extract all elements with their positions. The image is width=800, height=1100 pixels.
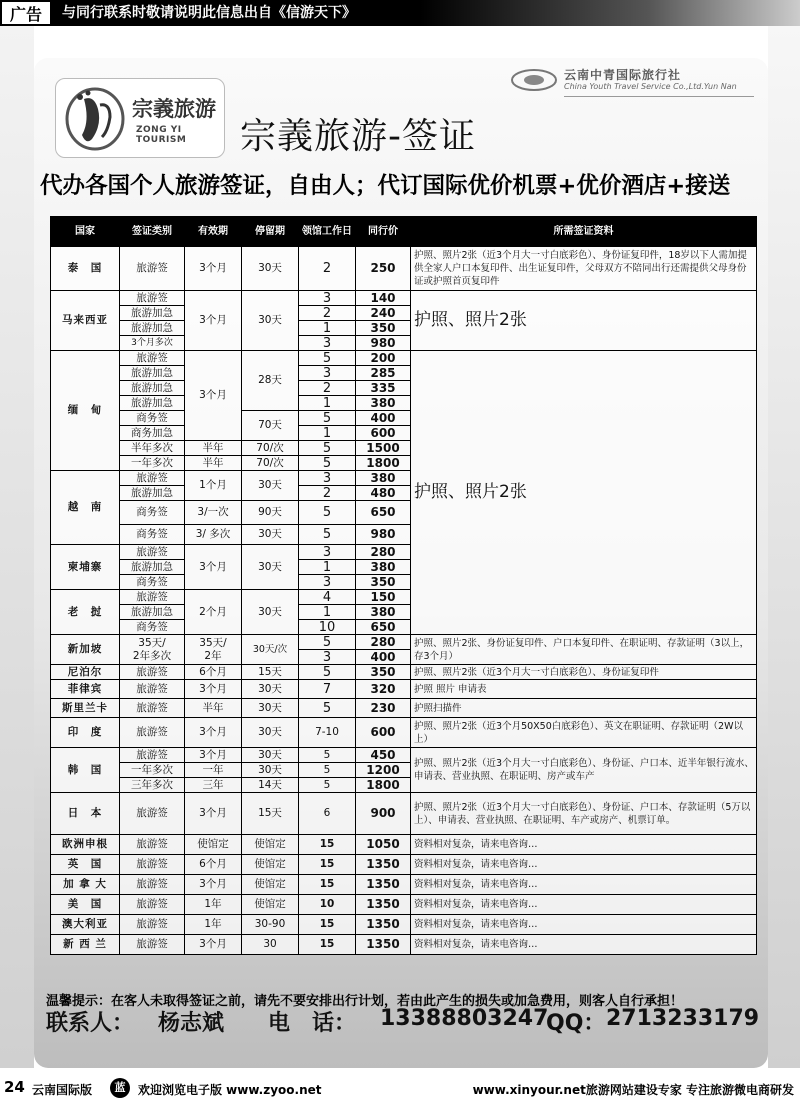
price-cell: 400 [356,650,411,665]
table-row [51,635,757,650]
country-cell: 泰 国 [51,247,120,291]
stay-cell: 30天 [242,763,299,778]
visa-type-cell: 旅游签 [120,291,185,306]
days-cell: 10 [299,620,356,635]
price-cell: 600 [356,718,411,748]
days-cell: 2 [299,381,356,396]
visa-type-cell: 商务签 [120,411,185,426]
validity-cell: 半年 [185,456,242,471]
visa-type-cell: 商务签 [120,501,185,525]
price-cell: 350 [356,321,411,336]
country-cell: 加 拿 大 [51,875,120,895]
country-cell: 菲律宾 [51,680,120,699]
qq-label: QQ： [546,1011,606,1036]
visa-type-cell: 旅游加急 [120,366,185,381]
country-cell: 越 南 [51,471,120,545]
price-cell: 280 [356,635,411,650]
stay-cell: 70天 [242,411,299,441]
price-cell: 335 [356,381,411,396]
header-stay: 停留期 [242,217,299,247]
country-cell: 斯里兰卡 [51,699,120,718]
stay-cell: 使馆定 [242,855,299,875]
price-cell: 250 [356,247,411,291]
visa-type-cell: 旅游签 [120,895,185,915]
validity-cell: 半年 [185,441,242,456]
days-cell: 3 [299,291,356,306]
validity-cell: 3个月 [185,680,242,699]
country-cell: 老 挝 [51,590,120,635]
stay-cell: 30天 [242,718,299,748]
table-row [51,935,757,955]
page-title: 宗義旅游-签证 [240,116,476,157]
price-cell: 350 [356,575,411,590]
visa-type-cell: 半年多次 [120,441,185,456]
visa-type-cell: 旅游签 [120,915,185,935]
validity-line: 2年 [204,649,222,662]
visa-type-cell: 旅游签 [120,680,185,699]
validity-cell: 一年 [185,763,242,778]
visa-type-cell: 旅游签 [120,351,185,366]
table-row [51,855,757,875]
stay-cell: 30 [242,935,299,955]
stay-cell: 30天 [242,590,299,635]
validity-cell: 使馆定 [185,835,242,855]
visa-price-table [50,216,757,955]
validity-cell: 3个月 [185,351,242,441]
price-cell: 900 [356,793,411,835]
days-cell: 1 [299,605,356,620]
ebook-link[interactable]: 欢迎浏览电子版 www.zyoo.net [138,1083,322,1097]
visa-type-cell: 三年多次 [120,778,185,793]
requirements-cell: 资料相对复杂，请来电咨询… [411,915,757,935]
validity-cell: 3个月 [185,793,242,835]
validity-cell: 3/一次 [185,501,242,525]
stay-cell: 15天 [242,665,299,680]
visa-type-cell: 旅游加急 [120,306,185,321]
price-cell: 320 [356,680,411,699]
days-cell: 3 [299,545,356,560]
table-row [51,247,757,291]
stay-cell: 28天 [242,351,299,411]
contact-person-label: 联系人： [46,1011,135,1036]
logo-name-cn: 宗義旅游 [132,97,216,121]
stay-cell: 30天 [242,699,299,718]
days-cell: 3 [299,471,356,486]
days-cell: 5 [299,441,356,456]
partner-divider [564,96,754,97]
stay-cell: 70/次 [242,456,299,471]
validity-line: 35天/ [199,636,227,649]
days-cell: 3 [299,575,356,590]
country-cell: 澳大利亚 [51,915,120,935]
country-cell: 英 国 [51,855,120,875]
validity-cell: 6个月 [185,855,242,875]
visa-type-cell: 3个月多次 [120,336,185,351]
table-header-row [51,217,757,247]
visa-type-cell: 旅游签 [120,471,185,486]
price-cell: 1350 [356,915,411,935]
header-country: 国家 [51,217,120,247]
company-logo [55,78,225,158]
price-cell: 1350 [356,875,411,895]
stay-cell: 30天 [242,680,299,699]
days-cell: 15 [299,875,356,895]
days-cell: 10 [299,895,356,915]
country-cell: 缅 甸 [51,351,120,471]
days-cell: 7-10 [299,718,356,748]
left-background-shade [0,26,34,1068]
requirements-cell: 资料相对复杂，请来电咨询… [411,855,757,875]
table-row [51,680,757,699]
requirements-cell: 护照、照片2张（近3个月大一寸白底彩色）、身份证复印件，18岁以下人需加提供全家人户口本复印件、出生证复印件，父母双方不陪同出行还需提供父母身份证或护照首页复印件 [411,247,757,291]
days-cell: 5 [299,699,356,718]
stay-cell: 30天 [242,471,299,501]
price-cell: 140 [356,291,411,306]
stay-cell: 使馆定 [242,875,299,895]
country-cell: 新加坡 [51,635,120,665]
days-cell: 2 [299,247,356,291]
contact-person: 杨志斌 [158,1011,225,1036]
validity-cell: 3/ 多次 [185,525,242,545]
stay-cell: 使馆定 [242,835,299,855]
visa-type-cell: 商务签 [120,575,185,590]
validity-cell: 2个月 [185,590,242,635]
footprint-logo-icon [64,85,126,151]
days-cell: 1 [299,396,356,411]
stay-cell: 30天 [242,291,299,351]
days-cell: 5 [299,665,356,680]
country-cell: 马来西亚 [51,291,120,351]
stay-cell: 90天 [242,501,299,525]
stay-cell: 30天 [242,545,299,590]
days-cell: 1 [299,321,356,336]
validity-cell: 3个月 [185,748,242,763]
country-cell: 尼泊尔 [51,665,120,680]
days-cell: 15 [299,835,356,855]
validity-cell: 3个月 [185,545,242,590]
visa-type-cell: 商务签 [120,620,185,635]
price-cell: 1350 [356,855,411,875]
table-row [51,291,757,306]
price-cell: 1050 [356,835,411,855]
visa-type-cell: 商务加急 [120,426,185,441]
requirements-cell: 护照、照片2张 [411,291,757,351]
validity-cell: 1年 [185,895,242,915]
visa-type-cell: 旅游签 [120,935,185,955]
country-cell: 新 西 兰 [51,935,120,955]
validity-cell: 1个月 [185,471,242,501]
table-row [51,875,757,895]
visa-type-cell: 旅游签 [120,699,185,718]
phone-number: 13388803247 [380,1006,549,1031]
visa-type-cell: 旅游签 [120,545,185,560]
country-cell: 柬埔寨 [51,545,120,590]
price-cell: 380 [356,396,411,411]
country-cell: 美 国 [51,895,120,915]
price-cell: 980 [356,525,411,545]
days-cell: 5 [299,635,356,650]
country-cell: 欧洲申根 [51,835,120,855]
requirements-cell: 护照、照片2张（近3个月大一寸白底彩色）、身份证、户口本、存款证明（5万以上）、申请表、营业执照、在职证明、车产或房产、机票订单。 [411,793,757,835]
visa-type-cell: 旅游签 [120,590,185,605]
visa-type-cell: 旅游签 [120,835,185,855]
days-cell: 5 [299,411,356,426]
header-requirements: 所需签证资料 [411,217,757,247]
days-cell: 15 [299,915,356,935]
logo-name-en: ZONG YI TOURISM [136,125,187,145]
validity-cell: 3个月 [185,935,242,955]
stay-cell: 30-90 [242,915,299,935]
price-cell: 400 [356,411,411,426]
days-cell: 2 [299,486,356,501]
price-cell: 380 [356,471,411,486]
edition-label: 云南国际版 [32,1083,93,1097]
blue-badge-icon: 蓝 [110,1078,130,1098]
days-cell: 2 [299,306,356,321]
visa-type-cell: 一年多次 [120,456,185,471]
price-cell: 380 [356,560,411,575]
price-cell: 200 [356,351,411,366]
requirements-cell: 护照、照片2张（近3个月大一寸白底彩色）、身份证、户口本、近半年银行流水、申请表、营业执照、在职证明、房产或车产 [411,748,757,793]
visa-type-cell: 一年多次 [120,763,185,778]
table-row [51,699,757,718]
right-background-shade [768,26,800,1068]
price-cell: 650 [356,620,411,635]
table-row [51,915,757,935]
visa-type-cell: 旅游签 [120,748,185,763]
validity-cell [185,635,242,665]
validity-cell: 3个月 [185,718,242,748]
days-cell: 15 [299,855,356,875]
website-link[interactable]: www.xinyour.net旅游网站建设专家 专注旅游微电商研发 [472,1083,794,1097]
price-cell: 1800 [356,778,411,793]
table-row [51,895,757,915]
validity-cell: 1年 [185,915,242,935]
warning-notice: 温馨提示：在客人未取得签证之前，请先不要安排出行计划，若由此产生的损失或加急费用，则客人自行承担！ [46,994,684,1009]
table-row [51,835,757,855]
days-cell: 5 [299,351,356,366]
requirements-cell: 资料相对复杂，请来电咨询… [411,935,757,955]
country-cell: 印 度 [51,718,120,748]
table-row [51,665,757,680]
validity-cell: 3个月 [185,247,242,291]
visa-type-cell: 旅游签 [120,793,185,835]
requirements-cell: 护照 照片 申请表 [411,680,757,699]
stay-cell: 使馆定 [242,895,299,915]
source-notice: 与同行联系时敬请说明此信息出自《信游天下》 [62,5,356,21]
header-validity: 有效期 [185,217,242,247]
requirements-cell: 护照扫描件 [411,699,757,718]
partner-agency [510,64,760,112]
visa-type-cell: 旅游签 [120,665,185,680]
validity-cell: 半年 [185,699,242,718]
visa-type-cell: 旅游加急 [120,605,185,620]
requirements-cell: 护照、照片2张（近3个月50X50白底彩色）、英文在职证明、存款证明（2W以上） [411,718,757,748]
page-footer [0,1076,800,1100]
price-cell: 480 [356,486,411,501]
page-number: 24 [4,1078,25,1096]
price-cell: 1350 [356,895,411,915]
days-cell: 6 [299,793,356,835]
days-cell: 15 [299,935,356,955]
header-visa-type: 签证类别 [120,217,185,247]
table-row [51,793,757,835]
price-cell: 150 [356,590,411,605]
visa-type-line: 2年多次 [132,649,172,662]
price-cell: 1350 [356,935,411,955]
partner-emblem-icon [510,68,558,92]
validity-cell: 3个月 [185,875,242,895]
price-cell: 350 [356,665,411,680]
days-cell: 5 [299,778,356,793]
table-row [51,748,757,763]
price-cell: 285 [356,366,411,381]
price-cell: 980 [356,336,411,351]
days-cell: 4 [299,590,356,605]
requirements-cell: 护照、照片2张、身份证复印件、户口本复印件、在职证明、存款证明（3以上，存3个月） [411,635,757,665]
requirements-cell: 资料相对复杂，请来电咨询… [411,895,757,915]
days-cell: 5 [299,748,356,763]
top-banner [0,0,800,26]
visa-type-cell: 旅游签 [120,855,185,875]
visa-type-cell: 旅游加急 [120,381,185,396]
price-cell: 600 [356,426,411,441]
price-cell: 650 [356,501,411,525]
price-cell: 280 [356,545,411,560]
visa-type-cell: 旅游加急 [120,560,185,575]
visa-type-line: 35天/ [138,636,166,649]
partner-name-en: China Youth Travel Service Co.,Ltd.Yun Nan [564,82,737,91]
validity-cell: 三年 [185,778,242,793]
visa-type-cell: 旅游加急 [120,486,185,501]
days-cell: 3 [299,650,356,665]
price-cell: 230 [356,699,411,718]
table-row [51,351,757,366]
top-banner-fade [420,0,800,26]
requirements-cell: 资料相对复杂，请来电咨询… [411,835,757,855]
price-cell: 1500 [356,441,411,456]
requirements-cell: 资料相对复杂，请来电咨询… [411,875,757,895]
days-cell: 7 [299,680,356,699]
days-cell: 1 [299,560,356,575]
price-cell: 380 [356,605,411,620]
stay-cell: 30天 [242,247,299,291]
service-headline: 代办各国个人旅游签证，自由人；代订国际优价机票+优价酒店+接送 [40,173,731,199]
days-cell: 1 [299,426,356,441]
qq-number: 2713233179 [606,1006,760,1031]
phone-label: 电 话： [268,1011,357,1036]
visa-type-cell: 商务签 [120,525,185,545]
price-cell: 240 [356,306,411,321]
days-cell: 3 [299,366,356,381]
validity-cell: 3个月 [185,291,242,351]
table-row [51,718,757,748]
visa-type-cell: 旅游签 [120,718,185,748]
stay-cell: 14天 [242,778,299,793]
requirements-cell: 护照、照片2张 [411,351,757,635]
visa-type-cell: 旅游加急 [120,321,185,336]
stay-cell: 30天 [242,748,299,763]
days-cell: 5 [299,501,356,525]
partner-name-cn: 云南中青国际旅行社 [564,68,682,82]
country-cell: 日 本 [51,793,120,835]
visa-type-cell: 旅游签 [120,247,185,291]
stay-cell: 70/次 [242,441,299,456]
days-cell: 3 [299,336,356,351]
visa-type-cell: 旅游加急 [120,396,185,411]
header-working-days: 领馆工作日 [299,217,356,247]
visa-type-cell [120,635,185,665]
requirements-cell: 护照、照片2张（近3个月大一寸白底彩色）、身份证复印件 [411,665,757,680]
stay-cell: 30天 [242,525,299,545]
stay-cell: 30天/次 [242,635,299,665]
days-cell: 5 [299,456,356,471]
visa-type-cell: 旅游签 [120,875,185,895]
stay-cell: 15天 [242,793,299,835]
days-cell: 5 [299,525,356,545]
validity-cell: 6个月 [185,665,242,680]
ad-tag: 广告 [0,0,52,26]
price-cell: 1200 [356,763,411,778]
header-price: 同行价 [356,217,411,247]
country-cell: 韩 国 [51,748,120,793]
contact-bar [46,1006,766,1040]
days-cell: 5 [299,763,356,778]
price-cell: 1800 [356,456,411,471]
price-cell: 450 [356,748,411,763]
